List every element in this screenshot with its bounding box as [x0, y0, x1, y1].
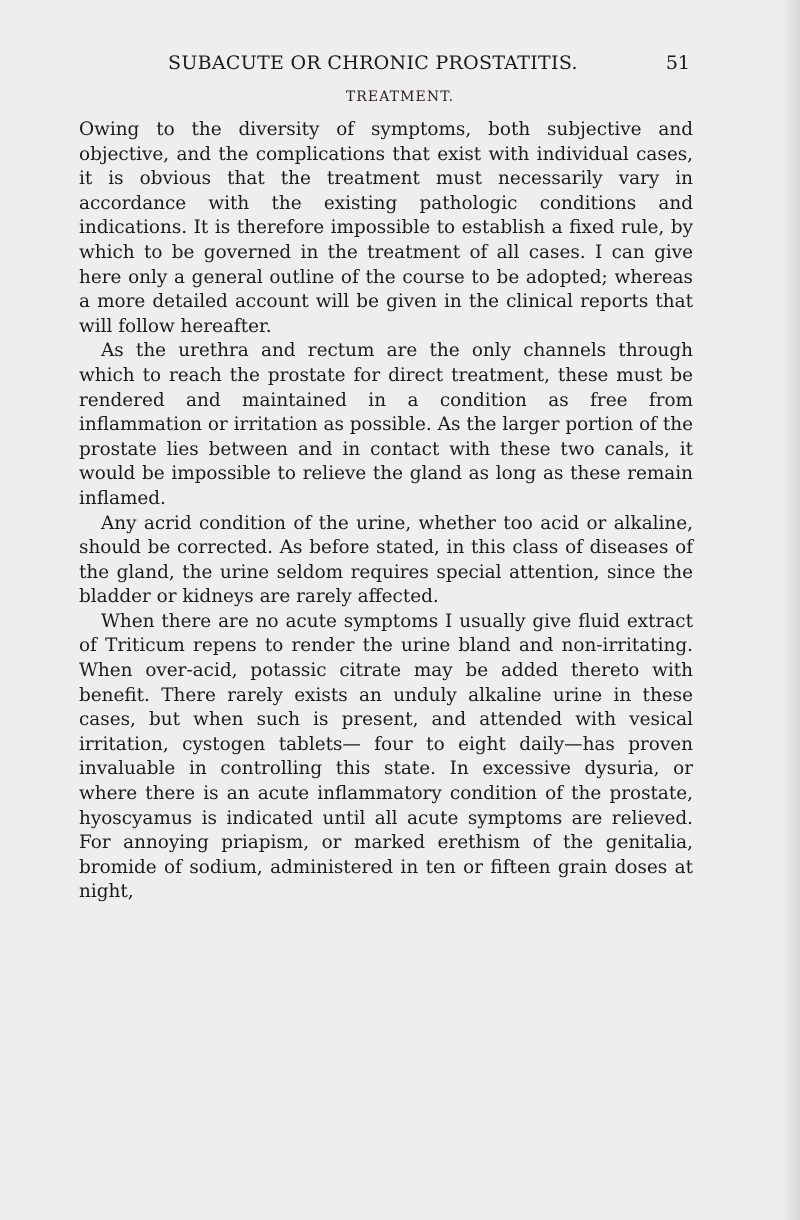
paragraph: When there are no acute symptoms I usually give fluid extract of Triticum repens to render the urine bland and non-irritating. When over-acid, potassic citrate may be added thereto with benefit. There rarely exists an unduly alkaline urine in these cases, but when such is present, and attended with vesical irritation, cystogen tablets— four to eight daily—has proven invaluable in controlling this state. In excessive dysuria, or where there is an acute inflammatory condition of the prostate, hyoscyamus is indicated until all acute symptoms are relieved. For annoying priapism, or marked erethism of the genitalia, bromide of sodium, administered in ten or fifteen grain doses at night,: [79, 610, 693, 903]
paragraph: Owing to the diversity of symptoms, both subjective and objective, and the complications that exist with individual cases, it is obvious that the treatment must necessarily vary in accordance with the existing pathologic conditions and indications. It is therefore impossible to establish a fixed rule, by which to be governed in the treatment of all cases. I can give here only a general outline of the course to be adopted; whereas a more detailed account will be given in the clinical reports that will follow hereafter.: [79, 119, 693, 337]
section-heading: TREATMENT.: [345, 89, 455, 105]
page-edge-shadow: [782, 0, 800, 1220]
paragraph: Any acrid condition of the urine, whether too acid or alkaline, should be corrected. As before stated, in this class of diseases of the gland, the urine seldom requires special attention, since the bladder or kidneys are rarely affected.: [79, 512, 693, 608]
body-text: [79, 118, 693, 905]
paragraph: As the urethra and rectum are the only channels through which to reach the prostate for direct treatment, these must be rendered and maintained in a condition as free from inflammation or irritation as possible. As the larger portion of the prostate lies between and in contact with these two canals, it would be impossible to relieve the gland as long as these remain inflamed.: [79, 340, 693, 509]
page-number: 51: [665, 52, 690, 74]
running-head-title: SUBACUTE OR CHRONIC PROSTATITIS.: [168, 52, 578, 74]
